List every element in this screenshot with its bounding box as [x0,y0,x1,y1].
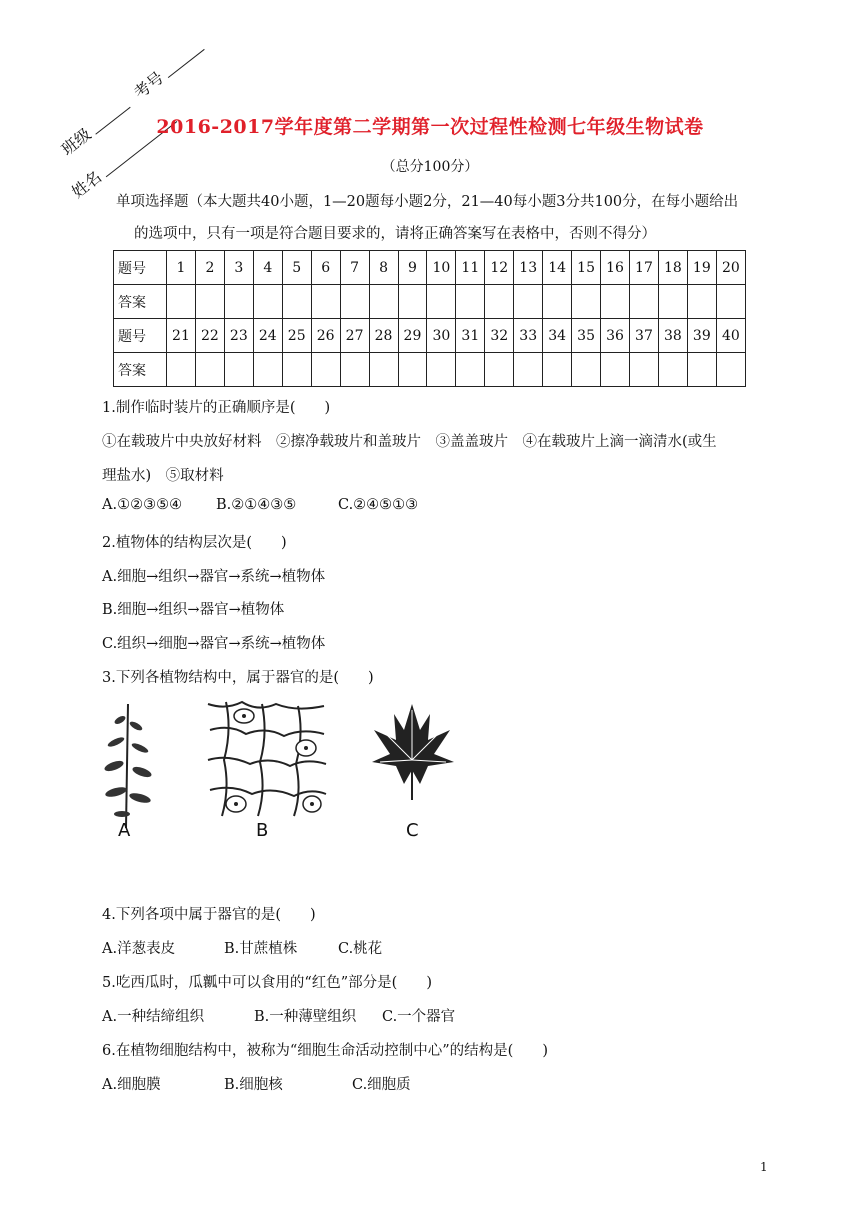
question-number-cell: 29 [398,319,427,353]
question-4-option-c: C.桃花 [338,941,383,957]
table-header-answer: 答案 [114,285,167,319]
answer-cell [398,353,427,387]
question-number-cell: 1 [167,251,196,285]
exam-no-blank [168,49,205,78]
answer-cell [224,353,253,387]
answer-cell [716,353,745,387]
question-6-option-c: C.细胞质 [352,1077,411,1093]
instructions-line-1: 单项选择题（本大题共40小题，1—20题每小题2分，21—40每小题3分共100分，在每小题给出 [116,194,739,210]
answer-cell [572,285,601,319]
question-number-cell: 14 [543,251,572,285]
question-4-option-b: B.甘蔗植株 [224,941,298,957]
question-number-cell: 40 [716,319,745,353]
question-4-option-a: A.洋葱表皮 [102,941,176,957]
question-number-cell: 3 [224,251,253,285]
answer-cell [167,353,196,387]
figure-a-label: A [118,820,131,841]
question-number-cell: 5 [282,251,311,285]
question-1-stem: 1.制作临时装片的正确顺序是( ) [102,400,331,416]
answer-cell [514,353,543,387]
question-number-cell: 23 [224,319,253,353]
answer-cell [282,285,311,319]
question-number-cell: 13 [514,251,543,285]
question-2-stem: 2.植物体的结构层次是( ) [102,535,287,551]
cell-illustration [206,700,328,818]
question-number-cell: 33 [514,319,543,353]
answer-cell [687,285,716,319]
table-header-number: 题号 [114,251,167,285]
question-1-items-line2: 理盐水) ⑤取材料 [102,468,224,484]
answer-cell [427,353,456,387]
answer-cell [630,285,659,319]
question-number-cell: 20 [716,251,745,285]
instructions-line-2: 的选项中，只有一项是符合题目要求的，请将正确答案写在表格中，否则不得分） [134,226,656,242]
answer-table [113,250,746,387]
answer-cell [253,353,282,387]
answer-cell [195,353,224,387]
question-6-option-b: B.细胞核 [224,1077,283,1093]
answer-cell [543,285,572,319]
answer-cell [340,285,369,319]
question-number-cell: 25 [282,319,311,353]
answer-cell [427,285,456,319]
question-number-cell: 32 [485,319,514,353]
question-number-cell: 19 [687,251,716,285]
question-number-cell: 15 [572,251,601,285]
table-header-answer: 答案 [114,353,167,387]
question-number-cell: 37 [630,319,659,353]
question-5-stem: 5.吃西瓜时，瓜瓤中可以食用的“红色”部分是( ) [102,975,432,991]
question-6-option-a: A.细胞膜 [102,1077,161,1093]
answer-cell [687,353,716,387]
leaf-illustration [368,700,458,818]
question-number-cell: 8 [369,251,398,285]
question-number-cell: 7 [340,251,369,285]
answer-cell [572,353,601,387]
question-number-cell: 9 [398,251,427,285]
question-number-cell: 30 [427,319,456,353]
plant-illustration [98,700,158,830]
table-row [114,285,746,319]
question-6-stem: 6.在植物细胞结构中，被称为“细胞生命活动控制中心”的结构是( ) [102,1043,548,1059]
answer-cell [340,353,369,387]
answer-cell [253,285,282,319]
question-number-cell: 16 [601,251,630,285]
question-number-cell: 28 [369,319,398,353]
table-row [114,251,746,285]
figure-a-plant [98,700,158,850]
figure-c-leaf [368,700,458,850]
total-score: （总分100分） [381,159,479,175]
question-number-cell: 24 [253,319,282,353]
question-number-cell: 4 [253,251,282,285]
answer-cell [716,285,745,319]
question-number-cell: 34 [543,319,572,353]
answer-cell [658,353,687,387]
question-number-cell: 39 [687,319,716,353]
answer-cell [398,285,427,319]
name-label: 姓名 [68,167,106,202]
question-number-cell: 11 [456,251,485,285]
question-number-cell: 18 [658,251,687,285]
table-header-number: 题号 [114,319,167,353]
answer-cell [224,285,253,319]
question-number-cell: 38 [658,319,687,353]
question-3-stem: 3.下列各植物结构中，属于器官的是( ) [102,670,374,686]
answer-cell [369,353,398,387]
figure-b-label: B [256,820,269,841]
answer-cell [167,285,196,319]
table-row [114,319,746,353]
question-1-items-line1: ①在载玻片中央放好材料 ②擦净载玻片和盖玻片 ③盖盖玻片 ④在载玻片上滴一滴清水(或生 [102,434,717,450]
question-4-stem: 4.下列各项中属于器官的是( ) [102,907,316,923]
question-1-option-c: C.②④⑤①③ [338,497,419,513]
answer-cell [195,285,224,319]
question-number-cell: 22 [195,319,224,353]
question-2-option-b: B.细胞→组织→器官→植物体 [102,602,285,618]
question-1-option-b: B.②①④③⑤ [216,497,297,513]
question-2-option-a: A.细胞→组织→器官→系统→植物体 [102,569,326,585]
answer-cell [514,285,543,319]
question-5-option-c: C.一个器官 [382,1009,456,1025]
answer-cell [282,353,311,387]
answer-cell [630,353,659,387]
exam-title: 2016-2017学年度第二学期第一次过程性检测七年级生物试卷 [156,116,704,138]
exam-no-label: 考号 [130,67,168,103]
question-number-cell: 27 [340,319,369,353]
answer-cell [311,353,340,387]
answer-cell [601,353,630,387]
page-number: 1 [760,1160,768,1174]
figure-c-label: C [406,820,419,841]
question-number-cell: 21 [167,319,196,353]
question-number-cell: 36 [601,319,630,353]
question-number-cell: 17 [630,251,659,285]
answer-cell [369,285,398,319]
answer-cell [658,285,687,319]
question-number-cell: 2 [195,251,224,285]
answer-cell [601,285,630,319]
figure-b-cells [206,700,328,850]
question-5-option-a: A.一种结缔组织 [102,1009,205,1025]
question-number-cell: 26 [311,319,340,353]
question-2-option-c: C.组织→细胞→器官→系统→植物体 [102,636,326,652]
answer-cell [456,285,485,319]
question-number-cell: 10 [427,251,456,285]
question-5-option-b: B.一种薄壁组织 [254,1009,357,1025]
table-row [114,353,746,387]
answer-cell [485,285,514,319]
answer-cell [543,353,572,387]
question-1-option-a: A.①②③⑤④ [102,497,183,513]
answer-cell [456,353,485,387]
answer-cell [311,285,340,319]
question-number-cell: 31 [456,319,485,353]
question-number-cell: 35 [572,319,601,353]
question-number-cell: 6 [311,251,340,285]
question-number-cell: 12 [485,251,514,285]
answer-cell [485,353,514,387]
class-label: 班级 [57,124,95,160]
